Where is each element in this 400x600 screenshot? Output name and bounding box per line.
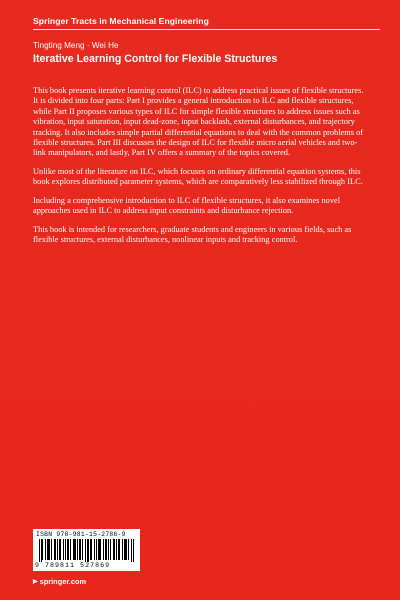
barcode-digits: 9 789811 527869	[35, 562, 111, 569]
barcode-bar	[90, 539, 91, 560]
barcode-bar	[60, 539, 61, 560]
paragraph-1: This book presents iterative learning control (ILC) to address practical issues of flexible structures. It is divided into four parts: Part I provides a general introduction to ILC and flexible structures, while Part II proposes various types of ILC for simple flexible structures to address issues such as vibration, input saturation, input dead-zone, input backlash, external disturbances, and trajectory tracking. It also includes simple partial differential equations to deal with the common problems of flexible structures. Part III discusses the design of ILC for flexible micro aerial vehicles and two-link manipulators, and lastly, Part IV offers a summary of the topics covered.	[33, 86, 364, 158]
barcode-bar	[133, 539, 134, 562]
barcode-bar	[48, 539, 49, 560]
barcode-bar	[45, 539, 46, 560]
barcode-bar	[75, 539, 76, 560]
authors: Tingting Meng · Wei He	[33, 41, 119, 50]
publisher-website[interactable]	[33, 577, 86, 586]
barcode-bar	[110, 539, 111, 560]
barcode-bar	[42, 539, 43, 560]
barcode-bar	[91, 539, 92, 560]
description	[33, 86, 369, 254]
barcode-bar	[131, 539, 132, 562]
barcode-bar	[80, 539, 81, 560]
paragraph-3: Including a comprehensive introduction to ILC of flexible structures, it also examines novel approaches used in ILC to address input constraints and disturbance rejection.	[33, 196, 341, 216]
header-rule	[33, 29, 380, 30]
barcode-bar	[87, 539, 88, 562]
barcode-bar	[68, 539, 69, 560]
barcode-bar	[99, 539, 100, 560]
barcode-bar	[96, 539, 97, 560]
barcode-bar	[122, 539, 123, 560]
series-name: Springer Tracts in Mechanical Engineering	[33, 16, 209, 26]
barcode-bar	[79, 539, 80, 560]
barcode-bar	[57, 539, 58, 560]
barcode-bar	[108, 539, 109, 560]
barcode-bar	[119, 539, 120, 560]
barcode-bar	[100, 539, 101, 560]
paragraph-2: Unlike most of the literature on ILC, which focuses on ordinary differential equation systems, this book explores distributed parameter systems, which are comparatively less stabilized through ILC.	[33, 167, 363, 187]
barcode-bar	[125, 539, 126, 560]
barcode-bar	[116, 539, 117, 560]
barcode-bar	[73, 539, 74, 560]
barcode-bar	[124, 539, 125, 560]
book-title: Iterative Learning Control for Flexible Structures	[33, 53, 278, 65]
barcode-bar	[94, 539, 95, 560]
barcode-bar	[51, 539, 52, 560]
barcode-bar	[39, 539, 40, 562]
barcode-bar	[47, 539, 48, 560]
barcode-bar	[85, 539, 86, 562]
barcode-bar	[118, 539, 119, 560]
barcode-bar	[114, 539, 115, 560]
barcode-bar	[88, 539, 89, 562]
barcode-bar	[77, 539, 78, 560]
barcode-bar	[70, 539, 71, 560]
barcode-bar	[103, 539, 104, 560]
paragraph-4: This book is intended for researchers, graduate students and engineers in various fields, such as flexible structures, external disturbances, nonlinear inputs and tracking control.	[33, 225, 352, 245]
barcode-bar	[126, 539, 127, 560]
website-label: springer.com	[39, 577, 87, 586]
barcode-bar	[41, 539, 42, 562]
barcode-icon	[37, 539, 136, 562]
isbn-label: ISBN 978-981-15-2786-9	[36, 531, 126, 538]
barcode-bar	[55, 539, 56, 560]
barcode-bar	[113, 539, 114, 560]
barcode-bar	[106, 539, 107, 560]
arrow-icon: ▶	[33, 579, 38, 585]
barcode-bar	[98, 539, 99, 560]
barcode-bar	[74, 539, 75, 560]
barcode-bar	[82, 539, 83, 560]
barcode-bar	[54, 539, 55, 560]
barcode-bar	[59, 539, 60, 560]
barcode-bar	[49, 539, 50, 560]
isbn-barcode-box	[33, 529, 140, 571]
barcode-bar	[65, 539, 66, 560]
barcode-bar	[63, 539, 64, 560]
barcode-bar	[128, 539, 129, 560]
barcode-bar	[105, 539, 106, 560]
barcode-bar	[67, 539, 68, 560]
